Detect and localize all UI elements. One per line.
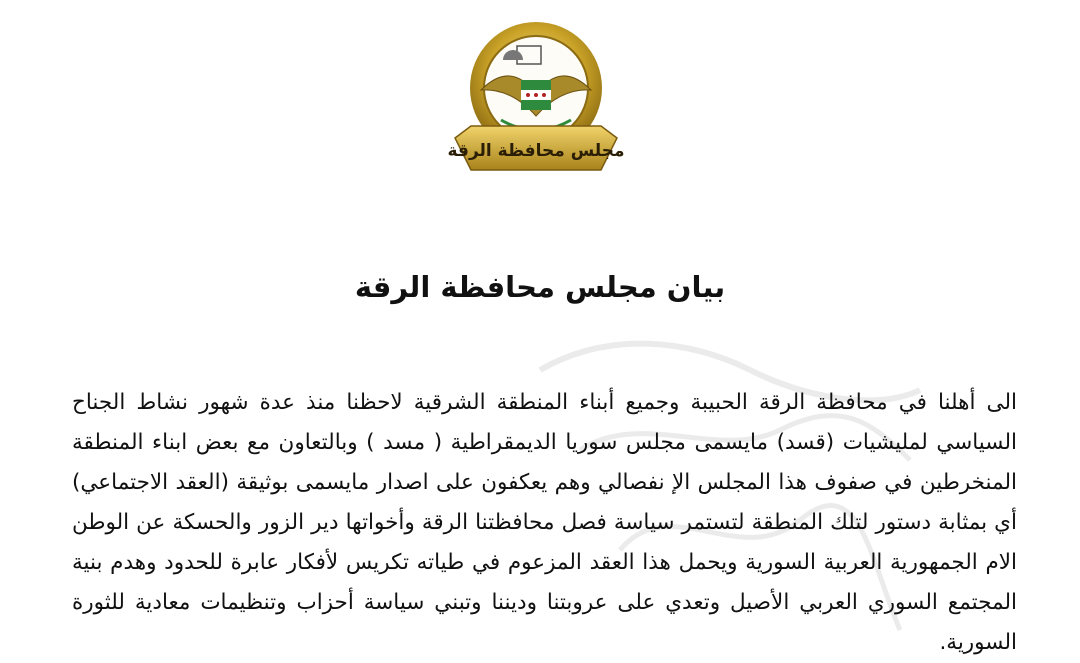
council-emblem-logo: [441, 20, 631, 175]
logo-banner-text: مجلس محافظة الرقة: [447, 141, 625, 161]
statement-title: بيان مجلس محافظة الرقة: [354, 270, 726, 304]
statement-body: الى أهلنا في محافظة الرقة الحبيبة وجميع أبناء المنطقة الشرقية لاحظنا منذ عدة شهور نشاط الجناح السياسي لمليشيات (قسد) مايسمى مجلس سوريا الديمقراطية ( مسد ) وبالتعاون مع بعض ابناء المنطقة المنخرطين في صفوف هذا المجلس الإ نفصالي وهم يعكفون على اصدار مايسمى بوثيقة (العقد الاجتماعي) أي بمثابة دستور لتلك المنطقة لتستمر سياسة فصل محافظتنا الرقة وأخواتها دير الزور والحسكة عن الوطن الام الجمهورية العربية السورية ويحمل هذا العقد المزعوم في طياته تكريس لأفكار عابرة للحدود وهدم بنية المجتمع السوري العربي الأصيل وتعدي على عروبتنا وديننا وتبني سياسة أحزاب وتنظيمات معادية للثورة السورية.: [72, 390, 1017, 655]
